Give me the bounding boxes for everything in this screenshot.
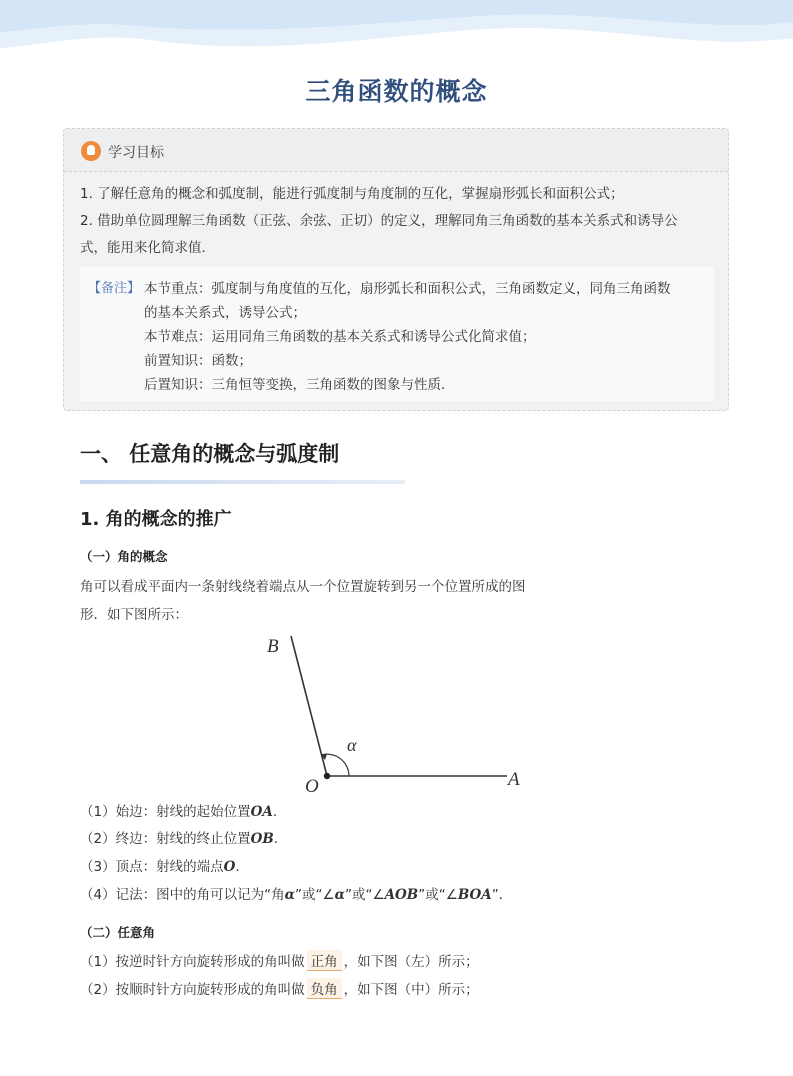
- document-title: 三角函数的概念: [305, 77, 488, 106]
- body-text-line: 角可以看成平面内一条射线绕着端点从一个位置旋转到另一个位置所成的图: [80, 579, 526, 595]
- note-line: 后置知识：三角恒等变换，三角函数的图象与性质．: [144, 377, 455, 393]
- notation-line: [80, 883, 512, 903]
- lightbulb-icon: [81, 141, 101, 161]
- note-line: 的基本关系式，诱导公式；: [144, 305, 306, 321]
- sub-heading: 1. 角的概念的推广: [80, 509, 232, 530]
- header-wave-decoration: [0, 0, 793, 60]
- note-line: 本节难点：运用同角三角函数的基本关系式和诱导公式化简求值；: [144, 329, 536, 345]
- section-underline: [80, 480, 405, 484]
- fill-blank-answer: 负角: [307, 978, 342, 999]
- label-alpha: α: [347, 735, 357, 755]
- section-heading: 一、 任意角的概念与弧度制: [80, 442, 340, 466]
- definition-prefix: （1）按逆时针方向旋转形成的角叫做: [80, 954, 305, 970]
- notation-text: ”或“∠: [344, 887, 385, 903]
- math-term: O: [223, 859, 236, 875]
- definition-suffix: ，如下图（左）所示；: [343, 954, 479, 970]
- definition-line: [80, 800, 277, 820]
- learning-goals-box: [63, 128, 729, 411]
- definition-suffix: .: [272, 804, 278, 820]
- part1-heading: （一）角的概念: [80, 549, 168, 564]
- vertex-point: [324, 773, 330, 779]
- note-line: 本节重点：弧度制与角度值的互化，扇形弧长和面积公式，三角函数定义，同角三角函数: [144, 281, 671, 297]
- notation-prefix: （4）记法：图中的角可以记为“角: [80, 887, 285, 903]
- notation-suffix: ”．: [491, 887, 513, 903]
- goal-item: 2. 借助单位圆理解三角函数（正弦、余弦、正切）的定义，理解同角三角函数的基本关系式和诱导公: [80, 213, 678, 229]
- definition-prefix: （2）按顺时针方向旋转形成的角叫做: [80, 982, 305, 998]
- definition-suffix: .: [273, 831, 279, 847]
- math-term: OA: [250, 804, 273, 820]
- math-term: α: [284, 887, 295, 903]
- definition-line: [80, 950, 479, 971]
- notation-text: ”或“∠: [418, 887, 458, 903]
- label-o: O: [305, 776, 319, 797]
- body-text-line: 形．如下图所示：: [80, 607, 188, 623]
- math-term: OB: [250, 831, 274, 847]
- notation-text: ”或“∠: [294, 887, 335, 903]
- learning-goals-header: [64, 129, 728, 172]
- definition-line: [80, 855, 240, 875]
- note-line: 前置知识：函数；: [144, 353, 252, 369]
- label-b: B: [267, 636, 279, 657]
- math-term: BOA: [457, 887, 492, 903]
- definition-line: [80, 978, 479, 999]
- definition-prefix: （1）始边：射线的起始位置: [80, 804, 251, 820]
- definition-line: [80, 827, 278, 847]
- angle-diagram: [255, 626, 535, 802]
- definition-suffix: ，如下图（中）所示；: [343, 982, 479, 998]
- definition-prefix: （3）顶点：射线的端点: [80, 859, 224, 875]
- fill-blank-answer: 正角: [307, 950, 342, 971]
- definition-prefix: （2）终边：射线的终止位置: [80, 831, 251, 847]
- note-tag: 【备注】: [88, 281, 141, 296]
- note-box: [80, 267, 714, 401]
- goal-item: 式，能用来化简求值．: [80, 240, 215, 256]
- math-term: α: [334, 887, 345, 903]
- part2-heading: （二）任意角: [80, 925, 156, 940]
- goal-item: 1. 了解任意角的概念和弧度制，能进行弧度制与角度制的互化，掌握扇形弧长和面积公式；: [80, 186, 624, 202]
- definition-suffix: .: [235, 859, 240, 875]
- learning-goals-label: 学习目标: [108, 145, 164, 161]
- label-a: A: [508, 769, 520, 790]
- math-term: AOB: [384, 887, 419, 903]
